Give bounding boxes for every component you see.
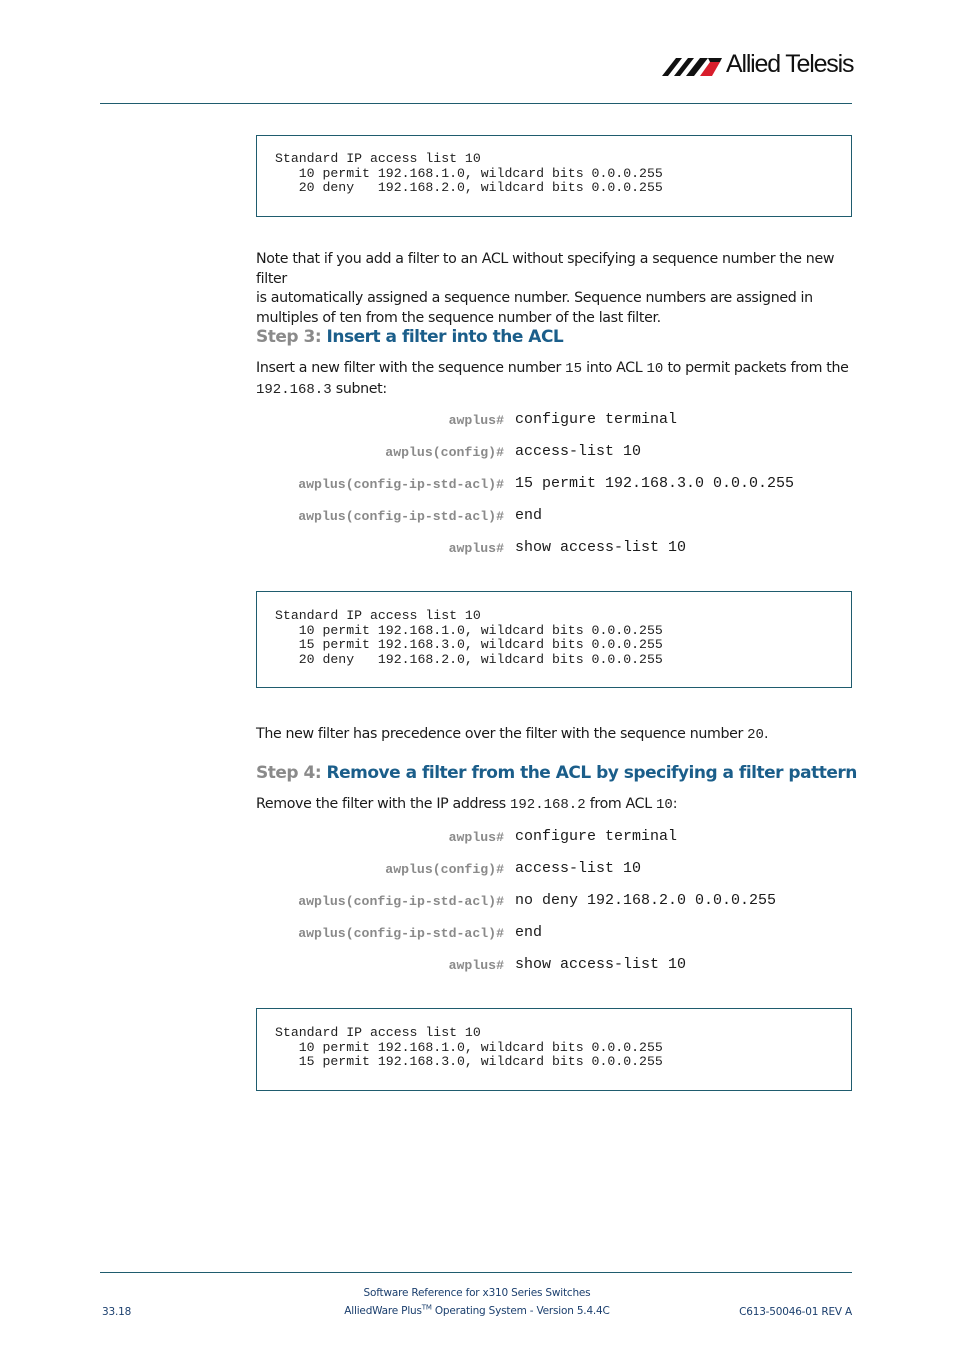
cli-prompt: awplus(config-ip-std-acl)#	[298, 894, 504, 909]
cli-prompt: awplus(config-ip-std-acl)#	[298, 509, 504, 524]
cli-command: configure terminal	[515, 411, 678, 428]
command-row	[240, 860, 860, 880]
cli-command: 15 permit 192.168.3.0 0.0.0.255	[515, 475, 795, 492]
cli-command: show access-list 10	[515, 539, 687, 556]
step-label: Step 4:	[256, 763, 322, 783]
cli-command: access-list 10	[515, 860, 642, 877]
cli-command: end	[515, 507, 543, 524]
note-paragraph: Note that if you add a filter to an ACL without specifying a sequence number the new filter is automatically assigned a sequence number. Sequence numbers are assigned in multiples of ten from the sequence number of the last filter.	[256, 251, 835, 326]
cli-command: end	[515, 924, 543, 941]
step-title: Insert a filter into the ACL	[326, 327, 564, 347]
code-output: Standard IP access list 10 10 permit 192.168.1.0, wildcard bits 0.0.0.255 15 permit 192.168.3.0, wildcard bits 0.0.0.255	[275, 1025, 663, 1069]
allied-telesis-logo	[660, 48, 856, 82]
footer-subtitle: AlliedWare Plus™ Operating System - Version 5.4.4C	[344, 1303, 610, 1317]
step-4-intro: Remove the filter with the IP address 192.168.2 from ACL 10:	[256, 796, 678, 813]
code-block-output-1	[256, 135, 852, 217]
cli-prompt: awplus(config-ip-std-acl)#	[298, 477, 504, 492]
footer-rule	[100, 1272, 852, 1273]
logo-text: Allied Telesis	[726, 50, 854, 78]
cli-prompt: awplus#	[448, 413, 504, 428]
step-4-heading	[256, 763, 857, 783]
logo-mark-icon	[660, 52, 726, 82]
cli-prompt: awplus(config)#	[385, 862, 504, 877]
command-row	[240, 956, 860, 976]
step-3-heading	[256, 327, 563, 347]
step-title: Remove a filter from the ACL by specifying a filter pattern	[326, 763, 857, 783]
command-row	[240, 924, 860, 944]
command-row	[240, 475, 860, 495]
code-block-output-3	[256, 1008, 852, 1091]
cli-prompt: awplus#	[448, 830, 504, 845]
command-row	[240, 892, 860, 912]
cli-command: show access-list 10	[515, 956, 687, 973]
cli-command: no deny 192.168.2.0 0.0.0.255	[515, 892, 777, 909]
cli-prompt: awplus(config)#	[385, 445, 504, 460]
page-number: 33.18	[102, 1306, 132, 1318]
step-label: Step 3:	[256, 327, 322, 347]
command-row	[240, 443, 860, 463]
cli-prompt: awplus(config-ip-std-acl)#	[298, 926, 504, 941]
cli-prompt: awplus#	[448, 958, 504, 973]
code-output: Standard IP access list 10 10 permit 192.168.1.0, wildcard bits 0.0.0.255 20 deny 192.168.2.0, wildcard bits 0.0.0.255	[275, 151, 663, 195]
precedence-paragraph: The new filter has precedence over the filter with the sequence number 20.	[256, 726, 769, 743]
command-row	[240, 828, 860, 848]
footer-title: Software Reference for x310 Series Switches	[363, 1287, 591, 1299]
step-3-intro: Insert a new filter with the sequence number 15 into ACL 10 to permit packets from the 192.168.3 subnet:	[256, 360, 849, 398]
document-code: C613-50046-01 REV A	[739, 1306, 852, 1318]
code-output: Standard IP access list 10 10 permit 192.168.1.0, wildcard bits 0.0.0.255 15 permit 192.168.3.0, wildcard bits 0.0.0.255 20 deny 192.168.2.0, wildcard bits 0.0.0.255	[275, 608, 663, 667]
cli-command: configure terminal	[515, 828, 678, 845]
code-block-output-2	[256, 591, 852, 688]
cli-prompt: awplus#	[448, 541, 504, 556]
command-row	[240, 507, 860, 527]
header-rule	[100, 103, 852, 104]
cli-command: access-list 10	[515, 443, 642, 460]
command-row	[240, 411, 860, 431]
command-row	[240, 539, 860, 559]
